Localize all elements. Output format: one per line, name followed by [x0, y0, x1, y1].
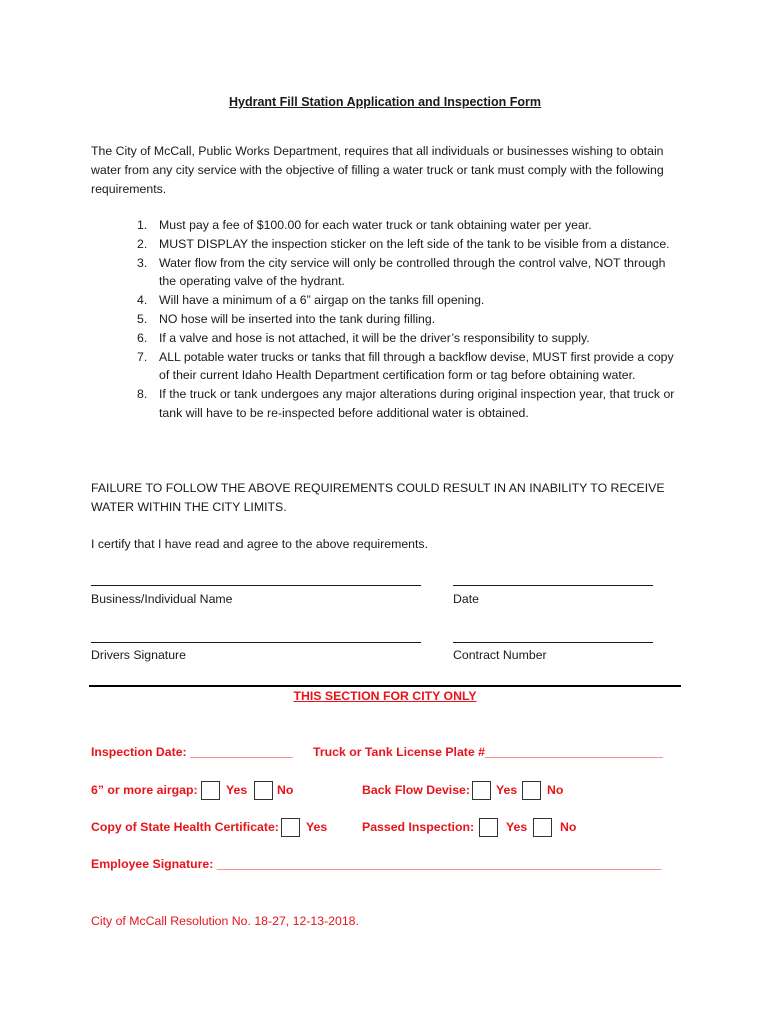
failure-warning: FAILURE TO FOLLOW THE ABOVE REQUIREMENTS COULD RESULT IN AN INABILITY TO RECEIVE WATER WITHIN THE CITY LIMITS.: [91, 481, 665, 514]
inspection-date-field[interactable]: Inspection Date: _______________: [91, 745, 293, 759]
list-item: 4. Will have a minimum of a 6” airgap on the tanks fill opening.: [137, 293, 485, 308]
airgap-no-label: No: [277, 783, 294, 797]
passed-inspection-label: Passed Inspection:: [362, 820, 475, 834]
airgap-yes-checkbox[interactable]: [201, 781, 220, 800]
passed-yes-checkbox[interactable]: [479, 818, 498, 837]
license-plate-field[interactable]: Truck or Tank License Plate #__________________________: [313, 745, 663, 759]
employee-signature-field[interactable]: Employee Signature: _________________________________________________________________: [91, 857, 662, 871]
contract-number-label: Contract Number: [453, 648, 547, 662]
list-item: 2. MUST DISPLAY the inspection sticker on the left side of the tank to be visible from a distance.: [137, 236, 670, 251]
airgap-label: 6” or more airgap:: [91, 783, 198, 797]
list-item: 1. Must pay a fee of $100.00 for each water truck or tank obtaining water per year.: [137, 218, 592, 232]
requirement-text: ALL potable water trucks or tanks that fill through a backflow devise, MUST first provide a copy of their current Idaho Health Department certification form or tag before obtaining water.: [159, 349, 674, 383]
requirement-text: Water flow from the city service will only be controlled through the control valve, NOT through the operating valve of the hydrant.: [159, 255, 666, 289]
requirement-text: Will have a minimum of a 6” airgap on the tanks fill opening.: [159, 293, 485, 308]
certify-statement: I certify that I have read and agree to the above requirements.: [91, 537, 428, 551]
requirement-text: MUST DISPLAY the inspection sticker on the left side of the tank to be visible from a distance.: [159, 236, 670, 251]
list-item: 3. Water flow from the city service will only be controlled through the control valve, NOT through the operating valve of the hydrant.: [137, 255, 666, 289]
passed-no-label: No: [560, 820, 577, 834]
backflow-no-label: No: [547, 783, 564, 797]
health-cert-yes-label: Yes: [306, 820, 328, 834]
contract-number-line[interactable]: [453, 642, 653, 643]
drivers-signature-line[interactable]: [91, 642, 421, 643]
backflow-yes-label: Yes: [496, 783, 518, 797]
business-name-label: Business/Individual Name: [91, 592, 233, 606]
backflow-label: Back Flow Devise:: [362, 783, 470, 797]
drivers-signature-label: Drivers Signature: [91, 648, 186, 662]
resolution-footer: City of McCall Resolution No. 18-27, 12-13-2018.: [91, 914, 359, 928]
city-section-heading: THIS SECTION FOR CITY ONLY: [293, 689, 477, 703]
requirement-text: Must pay a fee of $100.00 for each water truck or tank obtaining water per year.: [159, 218, 592, 232]
business-name-line[interactable]: [91, 585, 421, 586]
airgap-yes-label: Yes: [226, 783, 248, 797]
list-item: 7. ALL potable water trucks or tanks that fill through a backflow devise, MUST first provide a copy of their current Idaho Health Department certification form or tag before obtaining water.: [137, 349, 674, 383]
date-label: Date: [453, 592, 479, 606]
form-title: Hydrant Fill Station Application and Inspection Form: [228, 95, 542, 109]
list-item: 6. If a valve and hose is not attached, it will be the driver’s responsibility to supply.: [137, 330, 590, 345]
requirement-text: If a valve and hose is not attached, it will be the driver’s responsibility to supply.: [159, 330, 590, 345]
requirements-list: [91, 216, 676, 423]
passed-no-checkbox[interactable]: [533, 818, 552, 837]
list-item: 8. If the truck or tank undergoes any major alterations during original inspection year, that truck or tank will have to be re-inspected before additional water is obtained.: [137, 387, 675, 420]
requirement-text: NO hose will be inserted into the tank during filling.: [159, 311, 436, 326]
date-line[interactable]: [453, 585, 653, 586]
backflow-yes-checkbox[interactable]: [472, 781, 491, 800]
health-cert-checkbox[interactable]: [281, 818, 300, 837]
intro-paragraph: The City of McCall, Public Works Department, requires that all individuals or businesses wishing to obtain water from any city service with the objective of filling a water truck or tank must comply with the following requirements.: [91, 144, 664, 196]
airgap-no-checkbox[interactable]: [254, 781, 273, 800]
section-divider: [89, 685, 681, 687]
requirement-text: If the truck or tank undergoes any major alterations during original inspection year, that truck or tank will have to be re-inspected before additional water is obtained.: [159, 387, 675, 420]
passed-yes-label: Yes: [506, 820, 528, 834]
list-item: 5. NO hose will be inserted into the tank during filling.: [137, 311, 436, 326]
health-cert-label: Copy of State Health Certificate:: [91, 820, 279, 834]
backflow-no-checkbox[interactable]: [522, 781, 541, 800]
